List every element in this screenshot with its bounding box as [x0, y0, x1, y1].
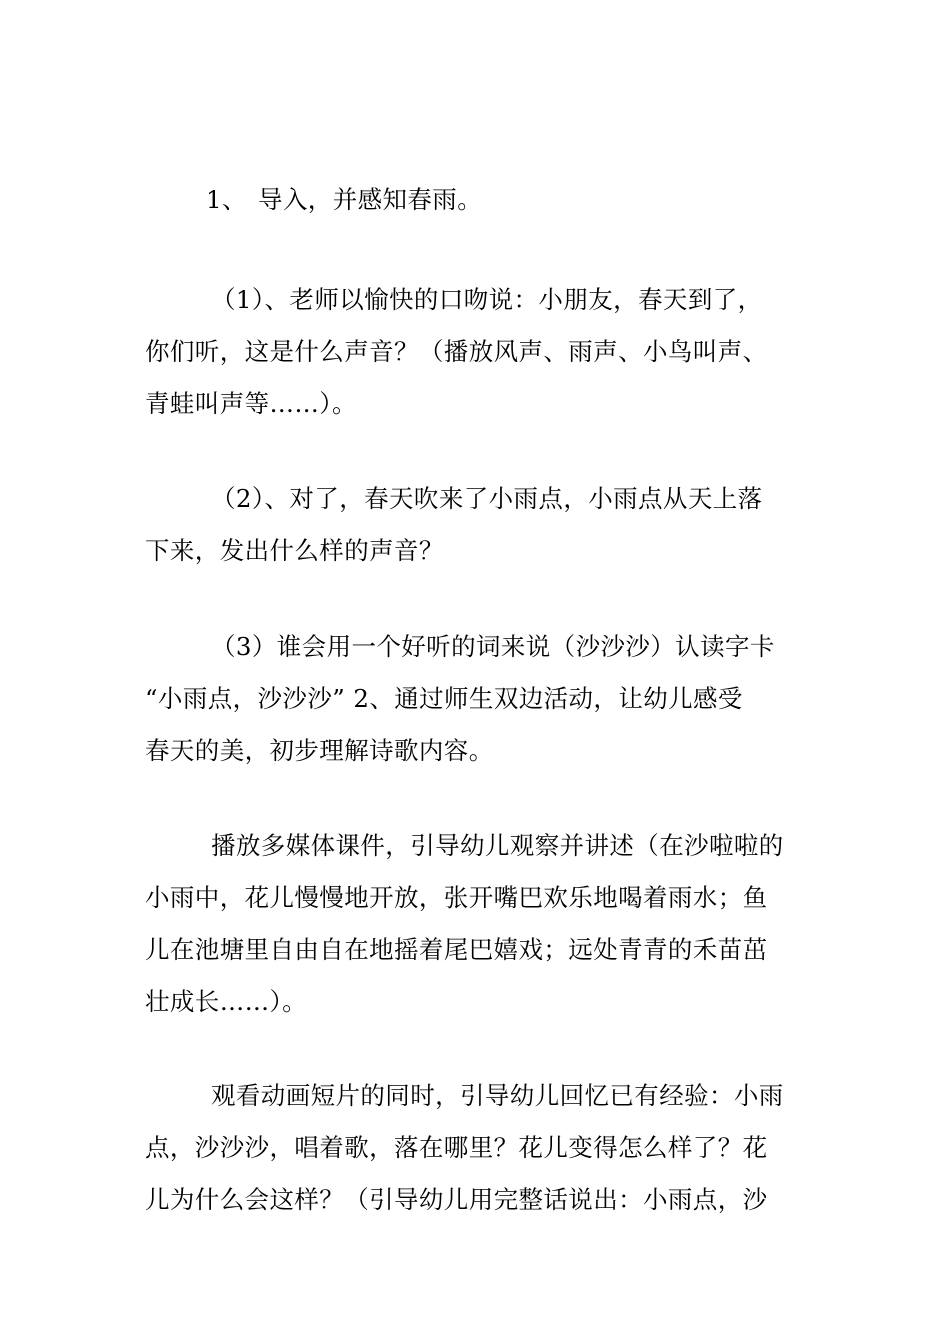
section-heading [206, 174, 871, 226]
paragraph-line: 你们听，这是什么声音？（播放风声、雨声、小鸟叫声、 [145, 337, 768, 366]
paragraph-line: 下来，发出什么样的声音？ [145, 536, 444, 565]
paragraph-line: 青蛙叫声等……）。 [145, 389, 357, 418]
paragraph-line: 春天的美，初步理解诗歌内容。 [145, 736, 494, 765]
paragraph-line: “小雨点，沙沙沙” 2、通过师生双边活动，让幼儿感受 [145, 684, 743, 713]
paragraph-line: 壮成长……）。 [145, 987, 308, 1016]
paragraph-line: 观看动画短片的同时，引导幼儿回忆已有经验：小雨 [211, 1081, 784, 1110]
paragraph-2 [145, 473, 810, 577]
paragraph-line: 点，沙沙沙，唱着歌，落在哪里？花儿变得怎么样了？花 [145, 1133, 768, 1162]
paragraph-line: （1）、老师以愉快的口吻说：小朋友，春天到了， [211, 285, 763, 314]
paragraph-line: 儿在池塘里自由自在地摇着尾巴嬉戏；远处青青的禾苗茁 [145, 935, 768, 964]
paragraph-1 [145, 274, 810, 430]
heading-number: 1、 [206, 185, 247, 214]
paragraph-line: 小雨中，花儿慢慢地开放，张开嘴巴欢乐地喝着雨水；鱼 [145, 883, 768, 912]
paragraph-line: 儿为什么会这样？（引导幼儿用完整话说出：小雨点，沙 [145, 1185, 768, 1214]
heading-text: 导入，并感知春雨。 [258, 185, 483, 214]
paragraph-5 [145, 1070, 810, 1226]
paragraph-line: 播放多媒体课件，引导幼儿观察并讲述（在沙啦啦的 [211, 831, 784, 860]
paragraph-3 [145, 621, 810, 777]
paragraph-line: （2）、对了，春天吹来了小雨点，小雨点从天上落 [211, 484, 763, 513]
paragraph-line: （3）谁会用一个好听的词来说（沙沙沙）认读字卡 [211, 632, 775, 661]
paragraph-4 [145, 820, 810, 1028]
